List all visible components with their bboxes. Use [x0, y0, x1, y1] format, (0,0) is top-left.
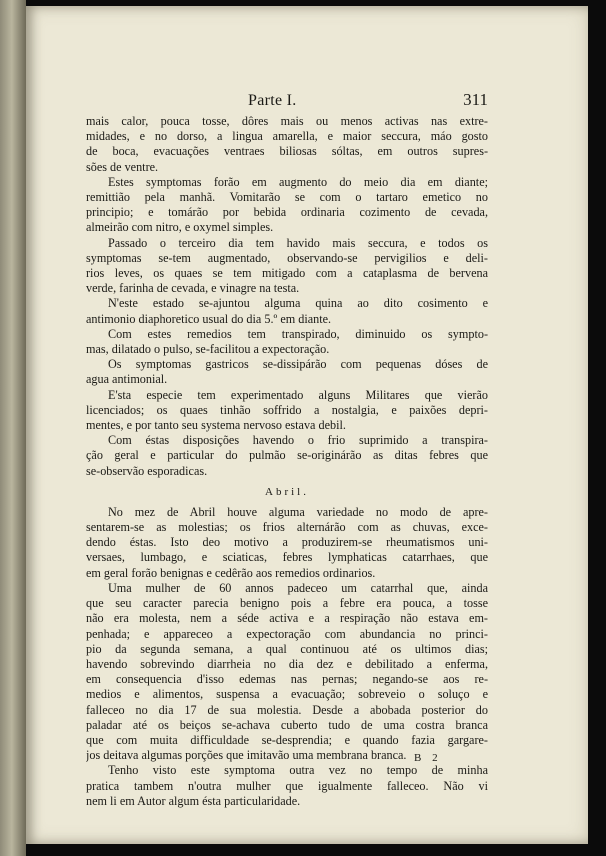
text-line: se-observão esporadicas.: [86, 463, 208, 478]
text-line: dendo éstas. Isto deo motivo a produzirem-se rheumatismos uni-: [86, 535, 488, 550]
page-number: 311: [463, 90, 488, 109]
text-line: penhada; e appareceo a expectoração com abundancia no princi-: [86, 626, 488, 641]
signature-mark: B 2: [414, 752, 442, 764]
page-header: [86, 88, 488, 114]
text-line: mais calor, pouca tosse, dôres mais ou menos activas nas extre-: [86, 114, 488, 128]
paragraph: [86, 114, 488, 175]
text-line: midades, e no dorso, a lingua amarella, e maior seccura, máo gosto: [86, 129, 488, 144]
text-line: pio da segunda semana, a qual continuou até os ultimos dias;: [86, 641, 488, 656]
text-line: mas, dilatado o pulso, se-facilitou a expectoração.: [86, 342, 330, 357]
text-line: principio; e tomárão por bebida ordinaria cozimento de cevada,: [86, 205, 488, 220]
previous-page-edge: [0, 0, 26, 856]
paragraph: [86, 581, 488, 763]
text-line: remittião pela manhã. Vomitarão se com o tartaro emetico no: [86, 190, 488, 205]
text-line: Os symptomas gastricos se-dissipárão com pequenas dóses de: [108, 357, 488, 372]
paragraph: [86, 236, 488, 297]
text-line: medios e alimentos, suspensa a evacuação; sobreveio o soluço e: [86, 687, 488, 702]
text-line: E'sta especie tem experimentado alguns Militares que vierão: [108, 387, 488, 402]
running-head: Parte I.: [248, 92, 297, 109]
text-line: paladar até os beiços se-achava cuberto tudo de uma costra branca: [86, 717, 488, 732]
text-line: verde, farinha de cevada, e vinagre na testa.: [86, 281, 300, 296]
text-line: antimonio diaphoretico usual do dia 5.º em diante.: [86, 311, 332, 326]
text-line: N'este estado se-ajuntou alguma quina ao dito cosimento e: [108, 296, 488, 311]
paragraph: [86, 433, 488, 479]
text-line: que seu caracter parecia benigno pois a febre era pouca, a tosse: [86, 596, 488, 611]
page-text: [86, 88, 488, 809]
text-line: sões de ventre.: [86, 159, 159, 174]
text-line: symptomas se-tem augmentado, observando-se pervigilios e deli-: [86, 250, 488, 265]
text-line: falleceo no dia 17 de sua molestia. Desde a abobada posterior do: [86, 702, 488, 717]
text-line: de boca, evacuações ventraes biliosas sóltas, em outros supres-: [86, 144, 488, 159]
text-line: Tenho visto este symptoma outra vez no tempo de minha: [108, 763, 488, 778]
text-line: havendo sobrevindo diarrheia no dia dez e debilitado a enferma,: [86, 656, 488, 671]
text-line: rios leves, os quaes se tem mitigado com a cataplasma de bervena: [86, 266, 488, 281]
section-heading: Abril.: [265, 485, 309, 498]
text-line: licenciados; os quaes tinhão soffrido a nostalgia, e paixões depri-: [86, 402, 488, 417]
text-line: não era molesta, nem a séde activa e a respiração não estava em-: [86, 611, 488, 626]
paragraph: [86, 388, 488, 434]
text-line: Passado o terceiro dia tem havido mais seccura, e todos os: [108, 235, 488, 250]
paragraph: [86, 327, 488, 357]
text-line: Com éstas disposições havendo o frio suprimido a transpira-: [108, 433, 488, 448]
book-page: [26, 6, 588, 844]
text-line: almeirão com nitro, e oxymel simples.: [86, 220, 274, 235]
text-line: nem li em Autor algum ésta particularidade.: [86, 793, 301, 808]
text-line: Com estes remedios tem transpirado, diminuido os sympto-: [108, 326, 488, 341]
text-line: jos deitava algumas porções que imitavão uma membrana branca.: [86, 748, 407, 763]
text-line: que com muita difficuldade se-desprendia; e quando fazia gargare-: [86, 732, 488, 747]
paragraphs-before-heading: [86, 114, 488, 479]
text-line: No mez de Abril houve alguma variedade no modo de apre-: [108, 504, 488, 519]
text-line: sentarem-se as molestias; os frios alternárão com as chuvas, exce-: [86, 520, 488, 535]
text-line: mentes, e por tanto seu systema nervoso estava debil.: [86, 418, 346, 433]
paragraph: [86, 296, 488, 326]
text-line: pratica tambem n'outra mulher que igualmente falleceo. Não vi: [86, 778, 488, 793]
paragraph: [86, 357, 488, 387]
text-line: agua antimonial.: [86, 372, 168, 387]
text-line: em geral forão benignas e cedêrão aos remedios ordinarios.: [86, 565, 376, 580]
paragraph: [86, 175, 488, 236]
paragraph: [86, 505, 488, 581]
text-line: em consequencia d'isso edemas nas pernas; negando-se aos re-: [86, 672, 488, 687]
text-line: ção geral e particular do pulmão se-originárão as ditas febres que: [86, 448, 488, 463]
text-line: Uma mulher de 60 annos padeceo um catarrhal que, ainda: [108, 580, 488, 595]
text-line: versaes, lumbago, e sciaticas, febres lymphaticas catarrhaes, que: [86, 550, 488, 565]
paragraph: [86, 763, 488, 809]
text-line: Estes symptomas forão em augmento do meio dia em diante;: [108, 174, 488, 189]
